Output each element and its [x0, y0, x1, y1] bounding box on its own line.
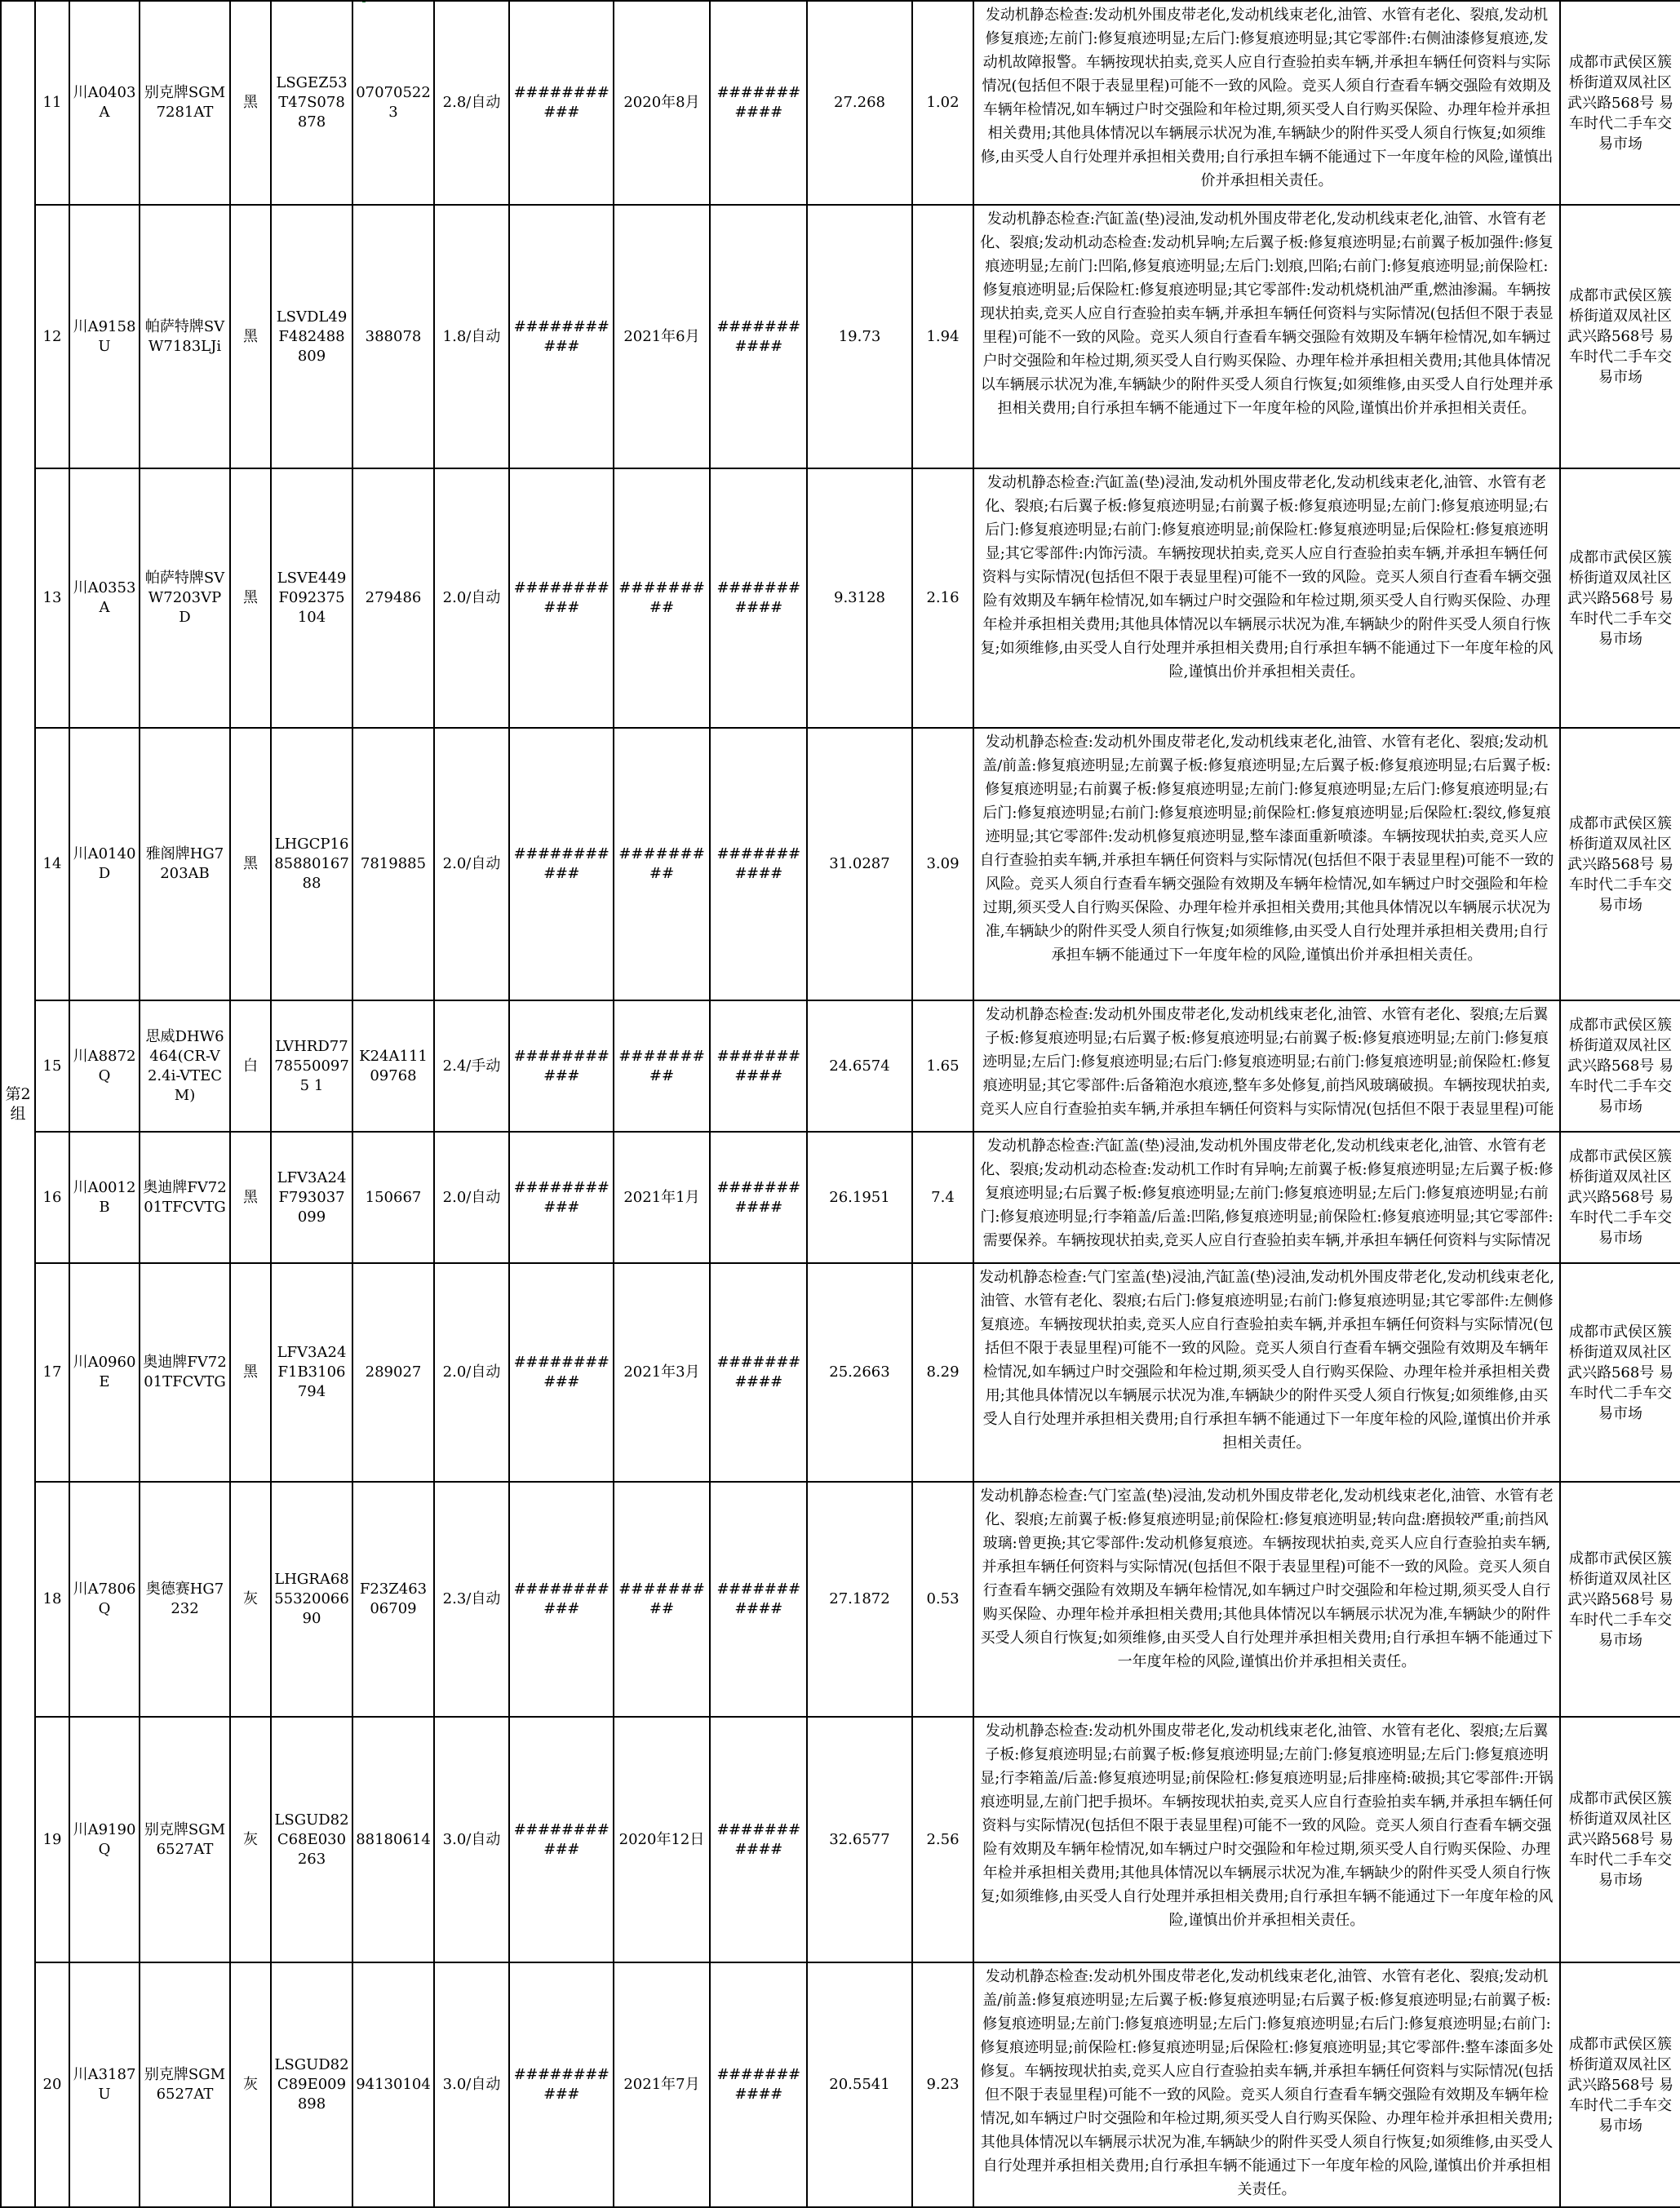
- table-row: [1, 1132, 1680, 1263]
- table-row: [1, 1263, 1680, 1482]
- registration-date-cell: ###########: [509, 1717, 614, 1962]
- table-row: [1, 1, 1680, 205]
- displacement-cell: 2.0/自动: [434, 1263, 509, 1482]
- engine-number-cell: 388078: [352, 205, 434, 468]
- inspection-date-cell: 2021年3月: [614, 1263, 710, 1482]
- insurance-date-cell: ###########: [710, 1482, 807, 1717]
- vin-cell: LSVE449F092375104: [271, 468, 352, 728]
- inspection-date-cell: 2021年7月: [614, 1962, 710, 2207]
- mileage-cell: 25.2663: [807, 1263, 912, 1482]
- displacement-cell: 2.0/自动: [434, 728, 509, 1000]
- engine-number-cell: 070705223: [352, 1, 434, 205]
- viewing-address-cell: 成都市武侯区簇桥街道双凤社区武兴路568号 易车时代二手车交易市场: [1560, 1717, 1680, 1962]
- mileage-cell: 20.5541: [807, 1962, 912, 2207]
- table-row: [1, 1000, 1680, 1132]
- engine-number-cell: 150667: [352, 1132, 434, 1263]
- inspection-date-cell: #########: [614, 1482, 710, 1717]
- insurance-date-cell: ###########: [710, 205, 807, 468]
- row-number-cell: 11: [35, 1, 69, 205]
- color-cell: 黑: [230, 1132, 271, 1263]
- table-row: [1, 205, 1680, 468]
- row-number-cell: 12: [35, 205, 69, 468]
- displacement-cell: 2.8/自动: [434, 1, 509, 205]
- viewing-address-cell: 成都市武侯区簇桥街道双凤社区武兴路568号 易车时代二手车交易市场: [1560, 1132, 1680, 1263]
- engine-number-cell: F23Z46306709: [352, 1482, 434, 1717]
- plate-number-cell: 川A0140D: [69, 728, 140, 1000]
- condition-description-text: 发动机静态检查:发动机外围皮带老化,发动机线束老化,油管、水管有老化、裂痕;发动机盖/前盖:修复痕迹明显;左后翼子板:修复痕迹明显;右后翼子板:修复痕迹明显;右前翼子板:修复痕迹明显;左前门:修复痕迹明显;左后门:修复痕迹明显;右后门:修复痕迹明显;右前门:修复痕迹明显;前保险杠:修复痕迹明显;后保险杠:修复痕迹明显;其它零部件:整车漆面多处修复。车辆按现状拍卖,竞买人应自行查验拍卖车辆,并承担车辆任何资料与实际情况(包括但不限于表显里程)可能不一致的风险。竞买人须自行查看车辆交强险有效期及车辆年检情况,如车辆过户时交强险和年检过期,须买受人自行购买保险、办理年检并承担相关费用;其他具体情况以车辆展示状况为准,车辆缺少的附件买受人须自行恢复;如须维修,由买受人自行处理并承担相关费用;自行承担车辆不能通过下一年度年检的风险,谨慎出价并承担相关责任。: [980, 1968, 1554, 2198]
- row-number-cell: 13: [35, 468, 69, 728]
- row-number-cell: 18: [35, 1482, 69, 1717]
- price-cell: 3.09: [912, 728, 973, 1000]
- mileage-cell: 9.3128: [807, 468, 912, 728]
- inspection-date-cell: #########: [614, 1000, 710, 1132]
- row-number-cell: 14: [35, 728, 69, 1000]
- price-cell: 2.16: [912, 468, 973, 728]
- condition-description-cell: [973, 205, 1560, 468]
- group-label-cell: 第2组: [1, 1, 35, 2207]
- price-cell: 9.23: [912, 1962, 973, 2207]
- engine-number-cell: 279486: [352, 468, 434, 728]
- inspection-date-cell: #########: [614, 468, 710, 728]
- displacement-cell: 2.0/自动: [434, 1132, 509, 1263]
- color-cell: 灰: [230, 1717, 271, 1962]
- plate-number-cell: 川A0960E: [69, 1263, 140, 1482]
- row-number-cell: 17: [35, 1263, 69, 1482]
- model-cell: 别克牌SGM7281AT: [140, 1, 230, 205]
- row-number-cell: 16: [35, 1132, 69, 1263]
- condition-description-text: 发动机静态检查:汽缸盖(垫)浸油,发动机外围皮带老化,发动机线束老化,油管、水管有老化、裂痕;发动机动态检查:发动机异响;左后翼子板:修复痕迹明显;右前翼子板加强件:修复痕迹明显;左前门:凹陷,修复痕迹明显;左后门:划痕,凹陷;右前门:修复痕迹明显;前保险杠:修复痕迹明显;后保险杠:修复痕迹明显;其它零部件:发动机烧机油严重,燃油渗漏。车辆按现状拍卖,竞买人应自行查验拍卖车辆,并承担车辆任何资料与实际情况(包括但不限于表显里程)可能不一致的风险。竞买人须自行查看车辆交强险有效期及车辆年检情况,如车辆过户时交强险和年检过期,须买受人自行购买保险、办理年检并承担相关费用;其他具体情况以车辆展示状况为准,车辆缺少的附件买受人须自行恢复;如须维修,由买受人自行处理并承担相关费用;自行承担车辆不能通过下一年度年检的风险,谨慎出价并承担相关责任。: [980, 211, 1554, 417]
- model-cell: 帕萨特牌SVW7183LJi: [140, 205, 230, 468]
- condition-description-cell: [973, 1263, 1560, 1482]
- mileage-cell: 26.1951: [807, 1132, 912, 1263]
- model-cell: 思威DHW6464(CR-V 2.4i-VTECM): [140, 1000, 230, 1132]
- table-row: [1, 468, 1680, 728]
- condition-description-text: 发动机静态检查:汽缸盖(垫)浸油,发动机外围皮带老化,发动机线束老化,油管、水管有老化、裂痕;发动机动态检查:发动机工作时有异响;左前翼子板:修复痕迹明显;左后翼子板:修复痕迹明显;右后翼子板:修复痕迹明显;左前门:修复痕迹明显;左后门:修复痕迹明显;右前门:修复痕迹明显;行李箱盖/后盖:凹陷,修复痕迹明显;前保险杠:修复痕迹明显;其它零部件:需要保养。车辆按现状拍卖,竞买人应自行查验拍卖车辆,并承担车辆任何资料与实际情况: [980, 1137, 1554, 1249]
- registration-date-cell: ###########: [509, 728, 614, 1000]
- model-cell: 别克牌SGM6527AT: [140, 1962, 230, 2207]
- insurance-date-cell: ###########: [710, 1717, 807, 1962]
- registration-date-cell: ###########: [509, 1482, 614, 1717]
- registration-date-cell: ###########: [509, 1962, 614, 2207]
- displacement-cell: 2.4/手动: [434, 1000, 509, 1132]
- displacement-cell: 3.0/自动: [434, 1717, 509, 1962]
- condition-description-text: 发动机静态检查:发动机外围皮带老化,发动机线束老化,油管、水管有老化、裂痕,发动机修复痕迹;左前门:修复痕迹明显;左后门:修复痕迹明显;其它零部件:右侧油漆修复痕迹,发动机故障报警。车辆按现状拍卖,竞买人应自行查验拍卖车辆,并承担车辆任何资料与实际情况(包括但不限于表显里程)可能不一致的风险。竞买人须自行查看车辆交强险有效期及车辆年检情况,如车辆过户时交强险和年检过期,须买受人自行购买保险、办理年检并承担相关费用;其他具体情况以车辆展示状况为准,车辆缺少的附件买受人须自行恢复;如须维修,由买受人自行处理并承担相关费用;自行承担车辆不能通过下一年度年检的风险,谨慎出价并承担相关责任。: [980, 7, 1554, 189]
- vin-cell: LHGCP168588016788: [271, 728, 352, 1000]
- viewing-address-cell: 成都市武侯区簇桥街道双凤社区武兴路568号 易车时代二手车交易市场: [1560, 205, 1680, 468]
- registration-date-cell: ###########: [509, 1, 614, 205]
- condition-description-cell: [973, 1717, 1560, 1962]
- price-cell: 2.56: [912, 1717, 973, 1962]
- condition-description-text: 发动机静态检查:发动机外围皮带老化,发动机线束老化,油管、水管有老化、裂痕;左后翼子板:修复痕迹明显;右后翼子板:修复痕迹明显;右前翼子板:修复痕迹明显;左前门:修复痕迹明显;左后门:修复痕迹明显;右后门:修复痕迹明显;右前门:修复痕迹明显;前保险杠:修复痕迹明显;其它零部件:后备箱泡水痕迹,整车多处修复,前挡风玻璃破损。车辆按现状拍卖,竞买人应自行查验拍卖车辆,并承担车辆任何资料与实际情况(包括但不限于表显里程)可能: [979, 1006, 1554, 1118]
- engine-number-cell: 94130104: [352, 1962, 434, 2207]
- vin-cell: LSGUD82C68E030263: [271, 1717, 352, 1962]
- vin-cell: LVHRD77785500975 1: [271, 1000, 352, 1132]
- condition-description-cell: [973, 1000, 1560, 1132]
- displacement-cell: 2.0/自动: [434, 468, 509, 728]
- price-cell: 1.02: [912, 1, 973, 205]
- condition-description-cell: [973, 1, 1560, 205]
- condition-description-text: 发动机静态检查:汽缸盖(垫)浸油,发动机外围皮带老化,发动机线束老化,油管、水管有老化、裂痕;右后翼子板:修复痕迹明显;右前翼子板:修复痕迹明显;左前门:修复痕迹明显;右后门:修复痕迹明显;右前门:修复痕迹明显;前保险杠:修复痕迹明显;后保险杠:修复痕迹明显;其它零部件:内饰污渍。车辆按现状拍卖,竞买人应自行查验拍卖车辆,并承担车辆任何资料与实际情况(包括但不限于表显里程)可能不一致的风险。竞买人须自行查看车辆交强险有效期及车辆年检情况,如车辆过户时交强险和年检过期,须买受人自行购买保险、办理年检并承担相关费用;其他具体情况以车辆展示状况为准,车辆缺少的附件买受人须自行恢复;如须维修,由买受人自行处理并承担相关费用;自行承担车辆不能通过下一年度年检的风险,谨慎出价并承担相关责任。: [980, 474, 1554, 681]
- mileage-cell: 31.0287: [807, 728, 912, 1000]
- condition-description-text: 发动机静态检查:发动机外围皮带老化,发动机线束老化,油管、水管有老化、裂痕;左后翼子板:修复痕迹明显;右前翼子板:修复痕迹明显;左前门:修复痕迹明显;左后门:修复痕迹明显;行李箱盖/后盖:修复痕迹明显;前保险杠:修复痕迹明显;后排座椅:破损;其它零部件:开锅痕迹明显,左前门把手损坏。车辆按现状拍卖,竞买人应自行查验拍卖车辆,并承担车辆任何资料与实际情况(包括但不限于表显里程)可能不一致的风险。竞买人须自行查看车辆交强险有效期及车辆年检情况,如车辆过户时交强险和年检过期,须买受人自行购买保险、办理年检并承担相关费用;其他具体情况以车辆展示状况为准,车辆缺少的附件买受人须自行恢复;如须维修,由买受人自行处理并承担相关费用;自行承担车辆不能通过下一年度年检的风险,谨慎出价并承担相关责任。: [980, 1723, 1554, 1929]
- condition-description-cell: [973, 1482, 1560, 1717]
- price-cell: 8.29: [912, 1263, 973, 1482]
- mileage-cell: 27.1872: [807, 1482, 912, 1717]
- insurance-date-cell: ###########: [710, 468, 807, 728]
- condition-description-text: 发动机静态检查:气门室盖(垫)浸油,汽缸盖(垫)浸油,发动机外围皮带老化,发动机线束老化,油管、水管有老化、裂痕;右后门:修复痕迹明显;右前门:修复痕迹明显;其它零部件:左侧修复痕迹。车辆按现状拍卖,竞买人应自行查验拍卖车辆,并承担车辆任何资料与实际情况(包括但不限于表显里程)可能不一致的风险。竞买人须自行查看车辆交强险有效期及车辆年检情况,如车辆过户时交强险和年检过期,须买受人自行购买保险、办理年检并承担相关费用;其他具体情况以车辆展示状况为准,车辆缺少的附件买受人须自行恢复;如须维修,由买受人自行处理并承担相关费用;自行承担车辆不能通过下一年度年检的风险,谨慎出价并承担相关责任。: [978, 1269, 1555, 1452]
- insurance-date-cell: ###########: [710, 1263, 807, 1482]
- row-number-cell: 19: [35, 1717, 69, 1962]
- table-row: [1, 1962, 1680, 2207]
- registration-date-cell: ###########: [509, 205, 614, 468]
- plate-number-cell: 川A0353A: [69, 468, 140, 728]
- plate-number-cell: 川A0403A: [69, 1, 140, 205]
- registration-date-cell: ###########: [509, 1132, 614, 1263]
- price-cell: 1.65: [912, 1000, 973, 1132]
- color-cell: 黑: [230, 205, 271, 468]
- inspection-date-cell: #########: [614, 728, 710, 1000]
- mileage-cell: 27.268: [807, 1, 912, 205]
- color-cell: 黑: [230, 728, 271, 1000]
- insurance-date-cell: ###########: [710, 1000, 807, 1132]
- viewing-address-cell: 成都市武侯区簇桥街道双凤社区武兴路568号 易车时代二手车交易市场: [1560, 1482, 1680, 1717]
- plate-number-cell: 川A3187U: [69, 1962, 140, 2207]
- price-cell: 0.53: [912, 1482, 973, 1717]
- condition-description-cell: [973, 1962, 1560, 2207]
- mileage-cell: 24.6574: [807, 1000, 912, 1132]
- mileage-cell: 32.6577: [807, 1717, 912, 1962]
- insurance-date-cell: ###########: [710, 1, 807, 205]
- model-cell: 雅阁牌HG7203AB: [140, 728, 230, 1000]
- model-cell: 奥德赛HG7232: [140, 1482, 230, 1717]
- engine-number-cell: 289027: [352, 1263, 434, 1482]
- viewing-address-cell: 成都市武侯区簇桥街道双凤社区武兴路568号 易车时代二手车交易市场: [1560, 1, 1680, 205]
- vin-cell: LSGUD82C89E009898: [271, 1962, 352, 2207]
- registration-date-cell: ###########: [509, 1263, 614, 1482]
- row-number-cell: 20: [35, 1962, 69, 2207]
- color-cell: 灰: [230, 1962, 271, 2207]
- table-row: [1, 728, 1680, 1000]
- plate-number-cell: 川A7806Q: [69, 1482, 140, 1717]
- insurance-date-cell: ###########: [710, 1132, 807, 1263]
- model-cell: 奥迪牌FV7201TFCVTG: [140, 1132, 230, 1263]
- color-cell: 白: [230, 1000, 271, 1132]
- vin-cell: LHGRA685532006690: [271, 1482, 352, 1717]
- displacement-cell: 3.0/自动: [434, 1962, 509, 2207]
- viewing-address-cell: 成都市武侯区簇桥街道双凤社区武兴路568号 易车时代二手车交易市场: [1560, 1000, 1680, 1132]
- inspection-date-cell: 2021年6月: [614, 205, 710, 468]
- displacement-cell: 2.3/自动: [434, 1482, 509, 1717]
- insurance-date-cell: ###########: [710, 1962, 807, 2207]
- color-cell: 黑: [230, 468, 271, 728]
- price-cell: 1.94: [912, 205, 973, 468]
- vin-cell: LSVDL49F482488809: [271, 205, 352, 468]
- registration-date-cell: ###########: [509, 1000, 614, 1132]
- row-number-cell: 15: [35, 1000, 69, 1132]
- inspection-date-cell: 2020年12日: [614, 1717, 710, 1962]
- registration-date-cell: ###########: [509, 468, 614, 728]
- plate-number-cell: 川A9158U: [69, 205, 140, 468]
- model-cell: 别克牌SGM6527AT: [140, 1717, 230, 1962]
- color-cell: 黑: [230, 1263, 271, 1482]
- vin-cell: LSGEZ53T47S078878: [271, 1, 352, 205]
- plate-number-cell: 川A0012B: [69, 1132, 140, 1263]
- viewing-address-cell: 成都市武侯区簇桥街道双凤社区武兴路568号 易车时代二手车交易市场: [1560, 1263, 1680, 1482]
- condition-description-cell: [973, 1132, 1560, 1263]
- viewing-address-cell: 成都市武侯区簇桥街道双凤社区武兴路568号 易车时代二手车交易市场: [1560, 1962, 1680, 2207]
- model-cell: 奥迪牌FV7201TFCVTG: [140, 1263, 230, 1482]
- mileage-cell: 19.73: [807, 205, 912, 468]
- displacement-cell: 1.8/自动: [434, 205, 509, 468]
- inspection-date-cell: 2021年1月: [614, 1132, 710, 1263]
- condition-description-text: 发动机静态检查:气门室盖(垫)浸油,发动机外围皮带老化,发动机线束老化,油管、水管有老化、裂痕;左前翼子板:修复痕迹明显;前保险杠:修复痕迹明显;转向盘:磨损较严重;前挡风玻璃:曾更换;其它零部件:发动机修复痕迹。车辆按现状拍卖,竞买人应自行查验拍卖车辆,并承担车辆任何资料与实际情况(包括但不限于表显里程)可能不一致的风险。竞买人须自行查看车辆交强险有效期及车辆年检情况,如车辆过户时交强险和年检过期,须买受人自行购买保险、办理年检并承担相关费用;其他具体情况以车辆展示状况为准,车辆缺少的附件买受人须自行恢复;如须维修,由买受人自行处理并承担相关费用;自行承担车辆不能通过下一年度年检的风险,谨慎出价并承担相关责任。: [979, 1488, 1554, 1670]
- model-cell: 帕萨特牌SVW7203VPD: [140, 468, 230, 728]
- engine-number-cell: K24A11109768: [352, 1000, 434, 1132]
- viewing-address-cell: 成都市武侯区簇桥街道双凤社区武兴路568号 易车时代二手车交易市场: [1560, 468, 1680, 728]
- table-row: [1, 1482, 1680, 1717]
- vin-cell: LFV3A24F793037099: [271, 1132, 352, 1263]
- viewing-address-cell: 成都市武侯区簇桥街道双凤社区武兴路568号 易车时代二手车交易市场: [1560, 728, 1680, 1000]
- price-cell: 7.4: [912, 1132, 973, 1263]
- engine-number-cell: 7819885: [352, 728, 434, 1000]
- color-cell: 灰: [230, 1482, 271, 1717]
- plate-number-cell: 川A8872Q: [69, 1000, 140, 1132]
- condition-description-text: 发动机静态检查:发动机外围皮带老化,发动机线束老化,油管、水管有老化、裂痕;发动机盖/前盖:修复痕迹明显;左前翼子板:修复痕迹明显;左后翼子板:修复痕迹明显;右后翼子板:修复痕迹明显;右前翼子板:修复痕迹明显;左前门:修复痕迹明显;左后门:修复痕迹明显;右后门:修复痕迹明显;右前门:修复痕迹明显;前保险杠:修复痕迹明显;后保险杠:裂纹,修复痕迹明显;其它零部件:发动机修复痕迹明显,整车漆面重新喷漆。车辆按现状拍卖,竞买人应自行查验拍卖车辆,并承担车辆任何资料与实际情况(包括但不限于表显里程)可能不一致的风险。竞买人须自行查看车辆交强险有效期及车辆年检情况,如车辆过户时交强险和年检过期,须买受人自行购买保险、办理年检并承担相关费用;其他具体情况以车辆展示状况为准,车辆缺少的附件买受人须自行恢复;如须维修,由买受人自行处理并承担相关费用;自行承担车辆不能通过下一年度年检的风险,谨慎出价并承担相关责任。: [979, 734, 1554, 964]
- insurance-date-cell: ###########: [710, 728, 807, 1000]
- engine-number-cell: 88180614: [352, 1717, 434, 1962]
- vin-cell: LFV3A24F1B3106794: [271, 1263, 352, 1482]
- condition-description-cell: [973, 728, 1560, 1000]
- inspection-date-cell: 2020年8月: [614, 1, 710, 205]
- color-cell: 黑: [230, 1, 271, 205]
- table-row: [1, 1717, 1680, 1962]
- plate-number-cell: 川A9190Q: [69, 1717, 140, 1962]
- condition-description-cell: [973, 468, 1560, 728]
